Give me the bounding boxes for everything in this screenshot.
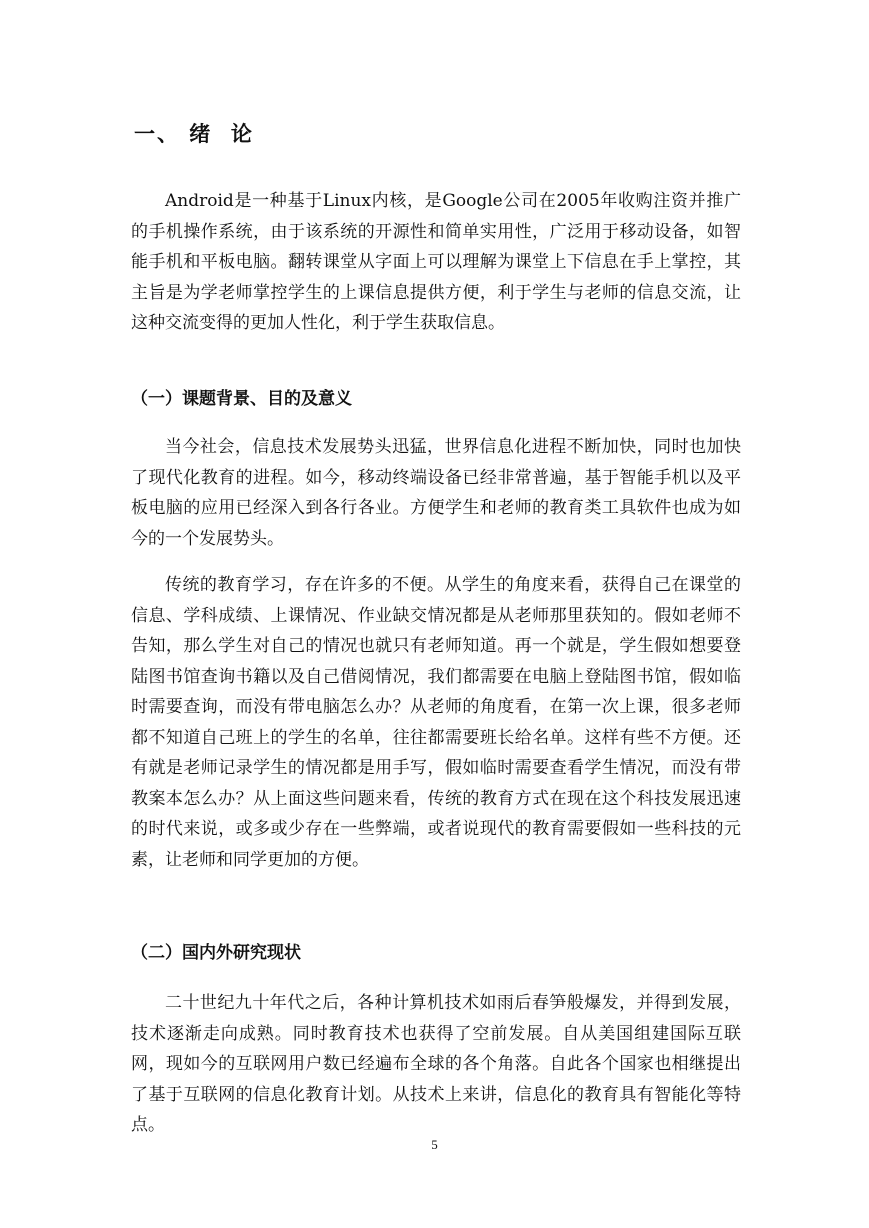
background-paragraph-2: 传统的教育学习，存在许多的不便。从学生的角度来看，获得自己在课堂的信息、学科成绩、上课情况、作业缺交情况都是从老师那里获知的。假如老师不告知，那么学生对自己的情况也就只有老师知道。再一个就是，学生假如想要登陆图书馆查询书籍以及自己借阅情况，我们都需要在电脑上登陆图书馆，假如临时需要查询，而没有带电脑怎么办？从老师的角度看，在第一次上课，很多老师都不知道自己班上的学生的名单，往往都需要班长给名单。这样有些不方便。还有就是老师记录学生的情况都是用手写，假如临时需要查看学生情况，而没有带教案本怎么办？从上面这些问题来看，传统的教育方式在现在这个科技发展迅速的时代来说，或多或少存在一些弊端，或者说现代的教育需要假如一些科技的元素，让老师和同学更加的方便。 (131, 575, 741, 870)
chapter-title: 一、 绪 论 (134, 121, 254, 146)
section-heading-research: （二）国内外研究现状 (131, 943, 301, 963)
research-paragraph: 二十世纪九十年代之后，各种计算机技术如雨后春笋般爆发，并得到发展，技术逐渐走向成熟。同时教育技术也获得了空前发展。自从美国组建国际互联网，现如今的互联网用户数已经遍布全球的各个角落。自此各个国家也相继提出了基于互联网的信息化教育计划。从技术上来讲，信息化的教育具有智能化等特点。 (131, 993, 741, 1135)
section-heading-background: （一）课题背景、目的及意义 (131, 389, 352, 409)
page-number: 5 (431, 1137, 438, 1152)
background-paragraph-1: 当今社会，信息技术发展势头迅猛，世界信息化进程不断加快，同时也加快了现代化教育的进程。如今，移动终端设备已经非常普遍，基于智能手机以及平板电脑的应用已经深入到各行各业。方便学生和老师的教育类工具软件也成为如今的一个发展势头。 (131, 437, 741, 549)
intro-paragraph: Android是一种基于Linux内核，是Google公司在2005年收购注资并推广的手机操作系统，由于该系统的开源性和简单实用性，广泛用于移动设备，如智能手机和平板电脑。翻转课堂从字面上可以理解为课堂上下信息在手上掌控，其主旨是为学老师掌控学生的上课信息提供方便，利于学生与老师的信息交流，让这种交流变得的更加人性化，利于学生获取信息。 (131, 191, 741, 333)
